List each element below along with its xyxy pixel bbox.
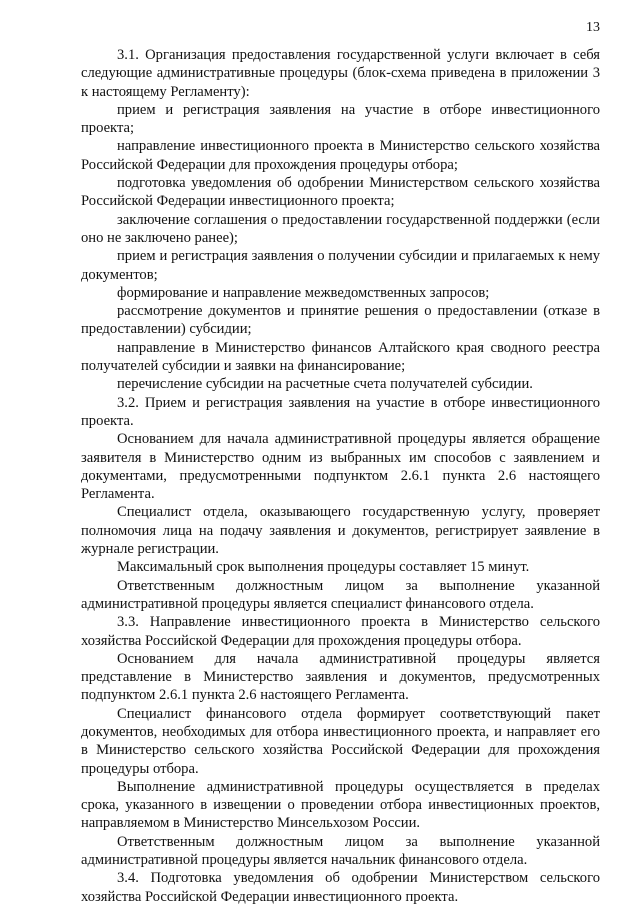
page-number: 13 bbox=[586, 20, 600, 35]
paragraph: Ответственным должностным лицом за выполнение указанной административной процедуры является специалист финансового отдела. bbox=[81, 577, 600, 612]
paragraph: направление в Министерство финансов Алтайского края сводного реестра получателей субсидии и заявки на финансирование; bbox=[81, 339, 600, 375]
paragraph: Ответственным должностным лицом за выполнение указанной административной процедуры является начальник финансового отдела. bbox=[81, 833, 600, 869]
paragraph: заключение соглашения о предоставлении государственной поддержки (если оно не заключено ранее); bbox=[81, 211, 600, 246]
paragraph: Основанием для начала административной процедуры является обращение заявителя в Министерство одним из выбранных им способов с заявлением и документами, предусмотренными подпунктом 2.6.1 пункта 2.6 настоящего Регламента. bbox=[81, 431, 600, 503]
paragraph: Специалист отдела, оказывающего государственную услугу, проверяет полномочия лица на подачу заявления и документов, регистрирует заявление в журнале регистрации. bbox=[81, 504, 600, 558]
paragraph: 3.4. Подготовка уведомления об одобрении Министерством сельского хозяйства Российской Федерации инвестиционного проекта. bbox=[81, 870, 600, 905]
paragraph: Специалист финансового отдела формирует соответствующий пакет документов, необходимых для отбора инвестиционного проекта, и направляет его в Министерство сельского хозяйства Российской Федерации для прохождения процедуры отбора. bbox=[81, 705, 600, 777]
paragraph: прием и регистрация заявления о получении субсидии и прилагаемых к нему документов; bbox=[81, 248, 600, 283]
paragraph: Основанием для начала административной процедуры является представление в Министерство заявления и документов, предусмотренных подпунктом 2.6.1 пункта 2.6 настоящего Регламента. bbox=[81, 650, 600, 704]
paragraph: подготовка уведомления об одобрении Министерством сельского хозяйства Российской Федерации инвестиционного проекта; bbox=[81, 175, 600, 210]
paragraph: Максимальный срок выполнения процедуры составляет 15 минут. bbox=[117, 559, 530, 576]
paragraph: прием и регистрация заявления на участие в отборе инвестиционного проекта; bbox=[81, 101, 600, 137]
paragraph: 3.3. Направление инвестиционного проекта в Министерство сельского хозяйства Российской Федерации для прохождения процедуры отбора. bbox=[81, 614, 600, 649]
paragraph: 3.2. Прием и регистрация заявления на участие в отборе инвестиционного проекта. bbox=[81, 394, 600, 429]
paragraph: направление инвестиционного проекта в Министерство сельского хозяйства Российской Федерации для прохождения процедуры отбора; bbox=[81, 138, 600, 173]
paragraph: 3.1. Организация предоставления государственной услуги включает в себя следующие административные процедуры (блок-схема приведена в приложении 3 к настоящему Регламенту): bbox=[81, 47, 600, 100]
paragraph: перечисление субсидии на расчетные счета получателей субсидии. bbox=[117, 376, 533, 393]
paragraph: рассмотрение документов и принятие решения о предоставлении (отказе в предоставлении) субсидии; bbox=[81, 303, 600, 338]
paragraph: Выполнение административной процедуры осуществляется в пределах срока, указанного в извещении о проведении отбора инвестиционных проектов, направляемом в Министерство Минсельхозом России. bbox=[81, 778, 600, 832]
paragraph: формирование и направление межведомственных запросов; bbox=[117, 284, 490, 301]
document-body bbox=[81, 46, 600, 906]
